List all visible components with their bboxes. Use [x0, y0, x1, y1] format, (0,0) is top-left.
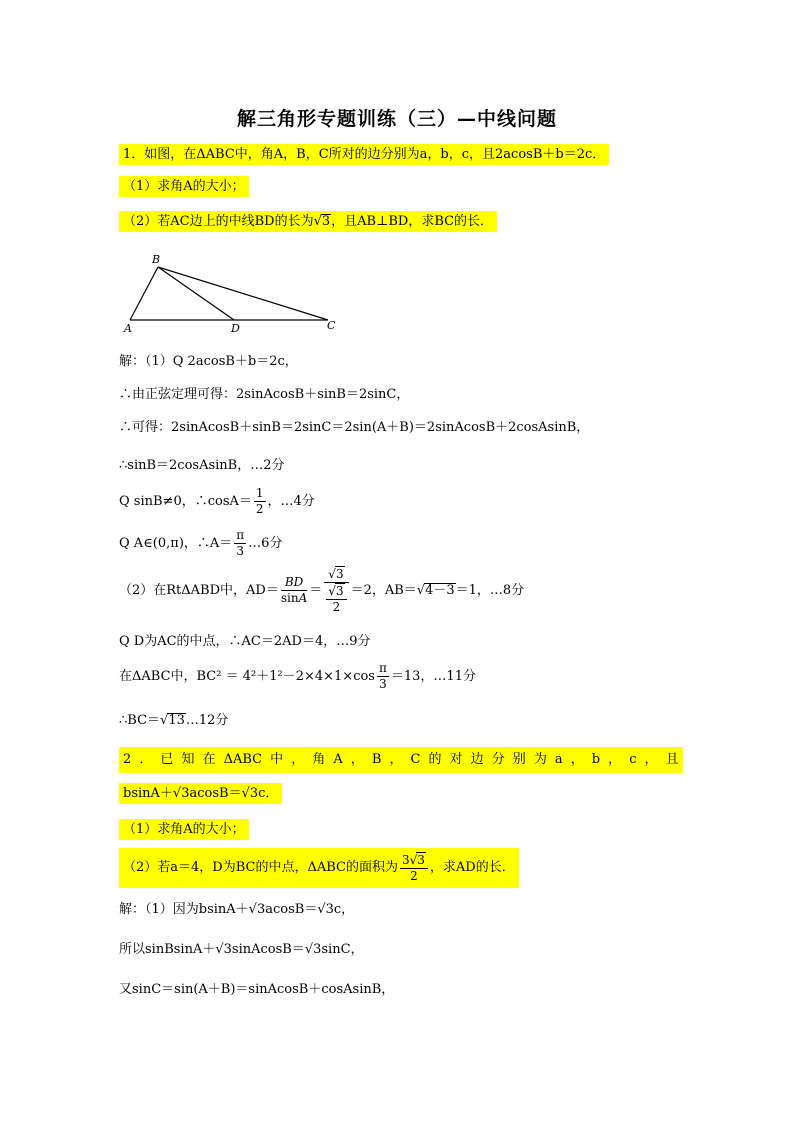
q2-stem-token: ，	[389, 752, 403, 767]
q2-stem-token: ．	[139, 752, 153, 767]
q1-sol-9: 在ΔABC中，BC² ＝ 4²＋1²－2×4×1×cos $\frac{\pi}{3}$ ＝13，…11分	[119, 661, 476, 691]
q1-part2: （2）若AC边上的中线BD的长为√ 3，且AB⊥BD，求BC的长．	[119, 212, 497, 232]
q2-part1: （1）求角A的大小；	[119, 820, 249, 840]
q2-stem-token: 且	[665, 752, 679, 767]
q2-sol-3: 又sinC＝sin(A＋B)＝sinAcosB＋cosAsinB，	[119, 982, 395, 997]
q2-stem-token: 角	[312, 752, 326, 767]
q2-stem-token: 为	[533, 752, 547, 767]
q2-sol-1: 解：（1）因为bsinA＋√3acosB＝√3c，	[119, 902, 355, 917]
q1-sol-8: Q D为AC的中点，∴AC＝2AD＝4，…9分	[119, 634, 371, 649]
q2-stem-token: ，	[644, 752, 658, 767]
q2-stem-token: 分	[491, 752, 505, 767]
q2-stem-2: bsinA＋√3acosB＝√3c．	[119, 784, 282, 804]
q2-stem-token: 知	[181, 752, 195, 767]
q2-stem-token: 已	[160, 752, 174, 767]
q2-stem-token: ，	[608, 752, 622, 767]
q2-stem-token: 边	[470, 752, 484, 767]
triangle-figure	[118, 250, 348, 340]
q1-sol-5: Q sinB≠0，∴cosA＝ $\frac{1}{2}$ ，…4分	[119, 486, 315, 516]
q2-stem-token: 2	[123, 752, 132, 767]
q2-stem-token: ，	[570, 752, 584, 767]
q2-stem-token: b	[591, 752, 601, 767]
q2-stem-token: ΔABC	[223, 752, 263, 767]
q1-sol-10: ∴BC＝√ 13…12分	[119, 711, 228, 731]
q2-stem-token: 别	[512, 752, 526, 767]
q1-sol-3: ∴可得：2sinAcosB＋sinB＝2sinC＝2sin(A＋B)＝2sinAcosB＋2cosAsinB，	[119, 420, 590, 435]
q2-part2: （2）若a＝4，D为BC的中点，ΔABC的面积为 $\frac{3√ 3}{2}$ ，求AD的长．	[119, 848, 519, 888]
q2-stem-token: 中	[270, 752, 284, 767]
q1-part1: （1）求角A的大小；	[119, 177, 249, 197]
fig-label-c: C	[327, 319, 336, 332]
fig-label-a: A	[124, 322, 132, 335]
q2-stem-token: ，	[291, 752, 305, 767]
q2-stem-token: c	[629, 752, 637, 767]
q1-sol-1: 解：（1）Q 2acosB＋b＝2c，	[119, 354, 298, 369]
q2-stem-token: ，	[350, 752, 364, 767]
q2-stem-token: C	[410, 752, 421, 767]
q2-stem-token: 在	[202, 752, 216, 767]
q2-stem-token: A	[333, 752, 343, 767]
q2-sol-2: 所以sinBsinA＋√3sinAcosB＝√3sinC，	[119, 942, 364, 957]
q2-stem-token: a	[554, 752, 563, 767]
q1-stem: 1．如图，在ΔABC中，角A，B，C所对的边分别为a，b，c，且2acosB＋b＝2c．	[119, 145, 609, 165]
q2-stem-token: B	[371, 752, 382, 767]
fig-label-d: D	[231, 322, 240, 335]
q1-sol-2: ∴由正弦定理可得：2sinAcosB＋sinB＝2sinC，	[119, 387, 410, 402]
page-title: 解三角形专题训练（三）—中线问题	[236, 108, 557, 130]
q1-sol-6: Q A∈(0,π)，∴A＝ $\frac{\pi}{3}$ …6分	[119, 528, 283, 558]
q1-sol-4: ∴sinB＝2cosAsinB，…2分	[119, 458, 285, 473]
q1-sol-7: （2）在RtΔABD中，AD＝ $\frac{BD}{\sin A}$ ＝ √ 3 √ $\frac{3}{2}$ ＝2，AB＝√ 4－3＝1，…8分	[119, 566, 524, 615]
q2-stem	[119, 747, 683, 773]
q2-stem-token: 的	[428, 752, 442, 767]
fig-label-b: B	[152, 253, 161, 266]
q2-stem-token: 对	[449, 752, 463, 767]
